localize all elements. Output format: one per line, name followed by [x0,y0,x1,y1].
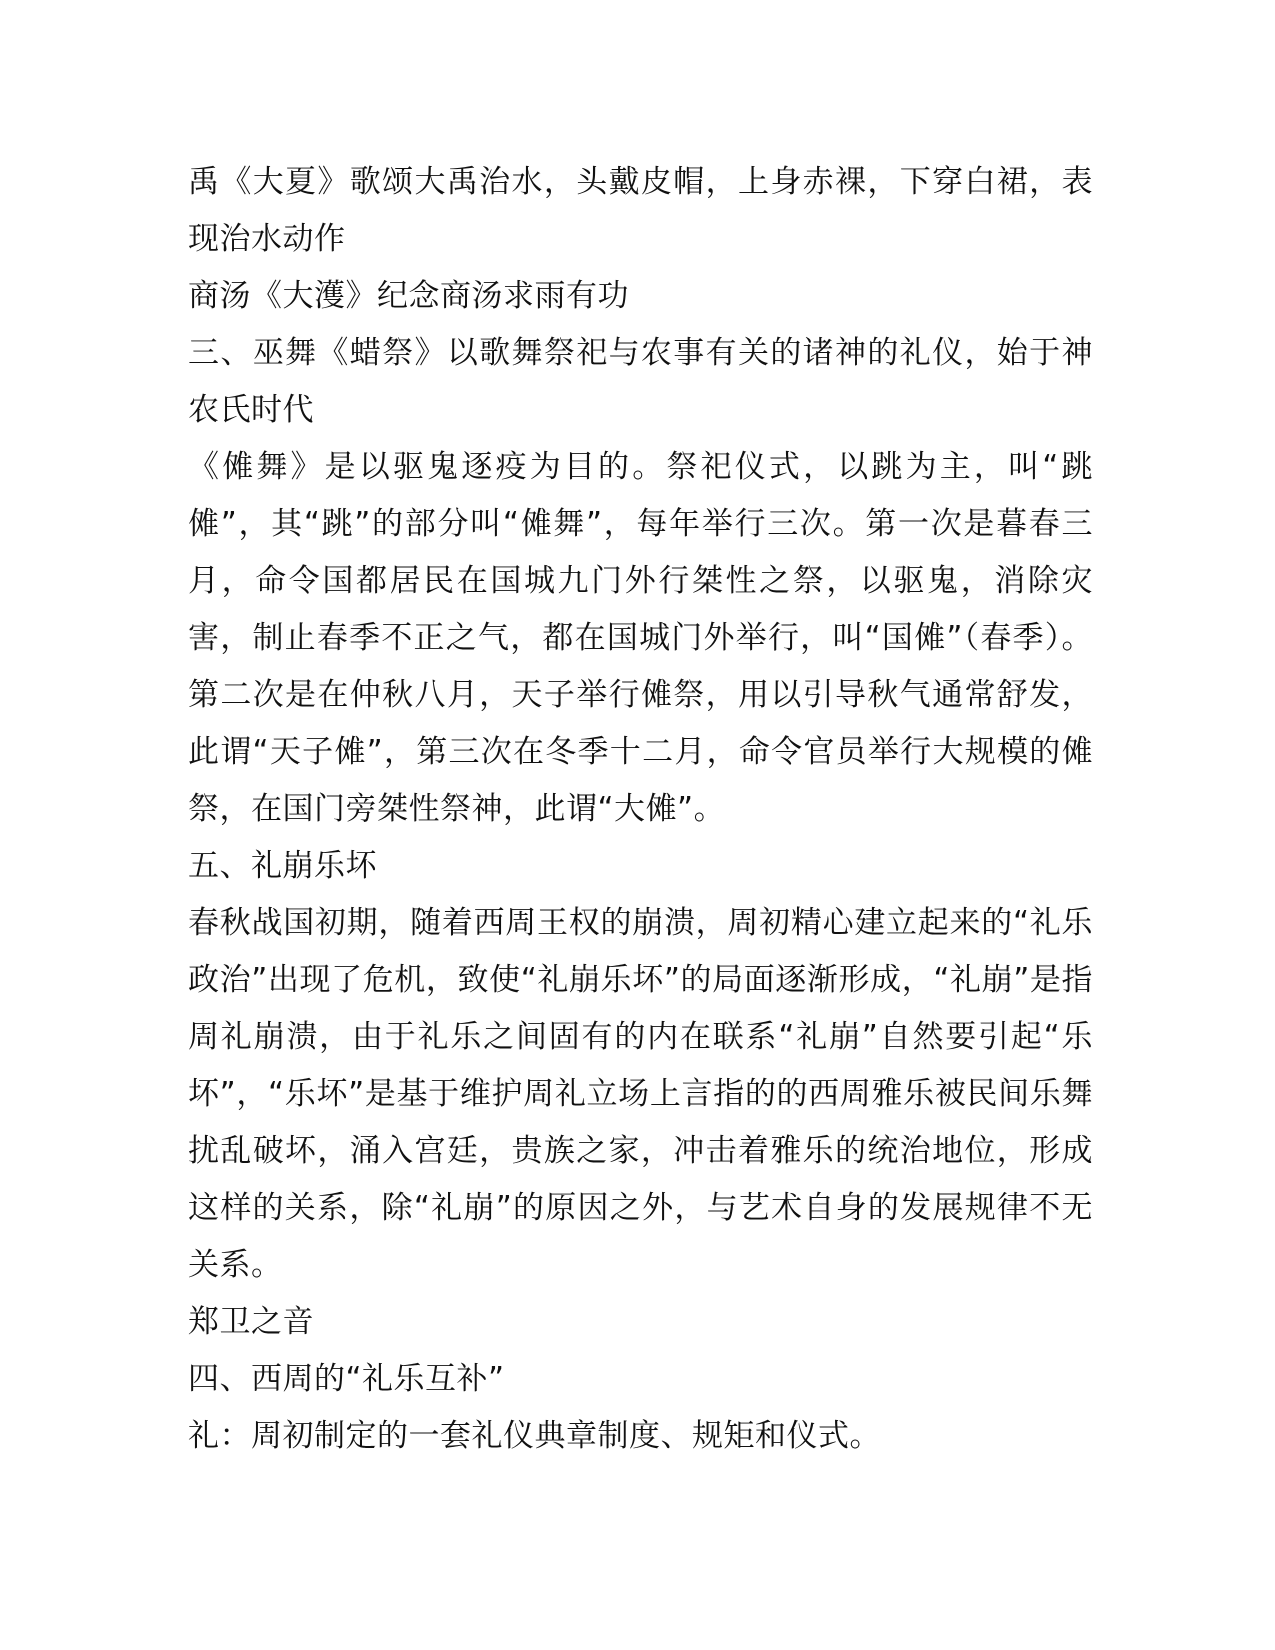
heading-wu-dance: 三、巫舞《蜡祭》以歌舞祭祀与农事有关的诸神的礼仪，始于神农氏时代 [188,335,1093,428]
paragraph-da-huo: 商汤《大濩》纪念商汤求雨有功 [188,278,629,314]
heading-li-yue-hu-bu: 四、西周的“礼乐互补” [188,1361,505,1397]
document-body [188,154,1093,1465]
heading-li-beng-yue-huai: 五、礼崩乐坏 [188,848,377,884]
paragraph-li-definition: 礼：周初制定的一套礼仪典章制度、规矩和仪式。 [188,1418,881,1454]
heading-zheng-wei: 郑卫之音 [188,1304,314,1340]
paragraph-da-xia: 禹《大夏》歌颂大禹治水，头戴皮帽，上身赤裸，下穿白裙，表现治水动作 [188,164,1093,257]
paragraph-nuo-dance: 《傩舞》是以驱鬼逐疫为目的。祭祀仪式，以跳为主，叫“跳傩”，其“跳”的部分叫“傩舞”，每年举行三次。第一次是暮春三月，命令国都居民在国城九门外行桀性之祭，以驱鬼，消除灾害，制止春季不正之气，都在国城门外举行，叫“国傩”（春季）。第二次是在仲秋八月，天子举行傩祭，用以引导秋气通常舒发，此谓“天子傩”，第三次在冬季十二月，命令官员举行大规模的傩祭，在国门旁桀性祭神，此谓“大傩”。 [188,449,1093,827]
paragraph-li-beng-yue-huai: 春秋战国初期，随着西周王权的崩溃，周初精心建立起来的“礼乐政治”出现了危机，致使“礼崩乐坏”的局面逐渐形成，“礼崩”是指周礼崩溃，由于礼乐之间固有的内在联系“礼崩”自然要引起“乐坏”，“乐坏”是基于维护周礼立场上言指的的西周雅乐被民间乐舞扰乱破坏，涌入宫廷，贵族之家，冲击着雅乐的统治地位，形成这样的关系，除“礼崩”的原因之外，与艺术自身的发展规律不无关系。 [188,905,1093,1283]
